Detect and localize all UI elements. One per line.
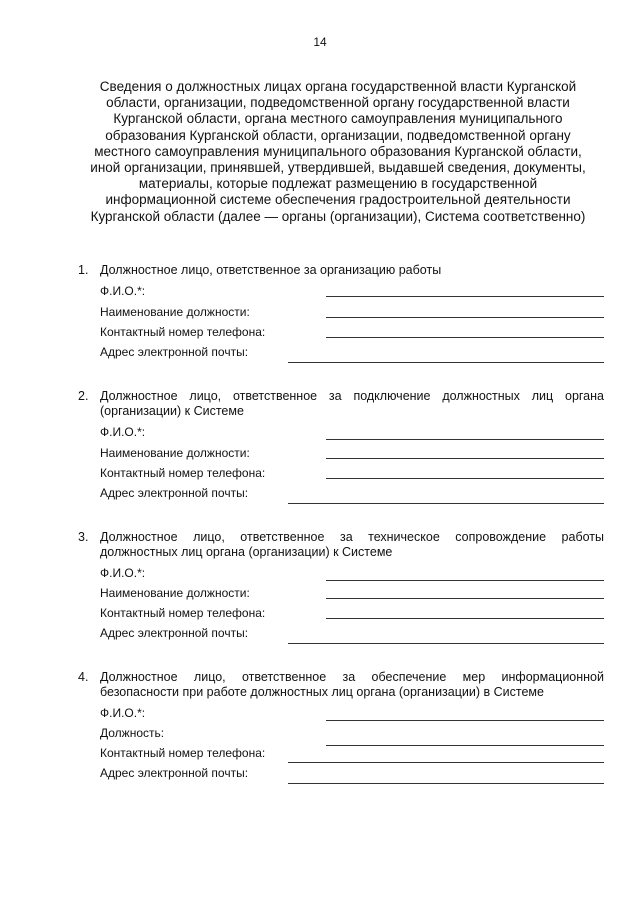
phone-field[interactable] [100,466,604,481]
field-label: Ф.И.О.*: [100,284,146,298]
fio-field[interactable] [100,284,604,299]
section-4 [78,670,604,780]
field-label: Наименование должности: [100,446,250,460]
page-number: 14 [313,35,327,49]
email-field[interactable] [100,626,604,641]
section-heading [78,263,604,278]
position-field[interactable] [100,446,604,461]
field-label: Наименование должности: [100,305,250,319]
section-heading [78,670,604,700]
phone-entry-line[interactable] [326,478,604,479]
field-label: Должность: [100,726,165,740]
position-field[interactable] [100,726,604,741]
phone-field[interactable] [100,746,604,761]
email-field[interactable] [100,345,604,360]
phone-entry-line[interactable] [326,618,604,619]
position-entry-line[interactable] [326,458,604,459]
fio-entry-line[interactable] [326,720,604,721]
fio-entry-line[interactable] [326,580,604,581]
field-label: Ф.И.О.*: [100,425,146,439]
section-3 [78,530,604,640]
phone-entry-line[interactable] [326,337,604,338]
section-heading [78,530,604,560]
phone-field[interactable] [100,606,604,621]
position-entry-line[interactable] [326,598,604,599]
field-label: Контактный номер телефона: [100,606,266,620]
phone-field[interactable] [100,325,604,340]
section-heading [78,389,604,419]
section-1 [78,263,604,359]
fio-field[interactable] [100,566,604,581]
fio-field[interactable] [100,425,604,440]
field-label: Контактный номер телефона: [100,325,266,339]
section-2 [78,389,604,500]
field-label: Адрес электронной почты: [100,345,249,359]
email-entry-line[interactable] [288,503,604,504]
field-label: Ф.И.О.*: [100,566,146,580]
position-field[interactable] [100,305,604,320]
position-field[interactable] [100,586,604,601]
fio-field[interactable] [100,706,604,721]
position-entry-line[interactable] [326,317,604,318]
field-label: Наименование должности: [100,586,250,600]
email-field[interactable] [100,486,604,501]
section-heading-text: Должностное лицо, ответственное за обеспечение мер информационной безопасности при работе должностных лиц органа (организации) в Системе [100,670,604,699]
email-field[interactable] [100,766,604,781]
field-label: Ф.И.О.*: [100,706,146,720]
email-entry-line[interactable] [288,783,604,784]
section-heading-text: Должностное лицо, ответственное за подключение должностных лиц органа (организации) к Системе [100,389,604,418]
section-number: 4. [78,670,89,684]
field-label: Контактный номер телефона: [100,466,266,480]
fio-entry-line[interactable] [326,296,604,297]
section-number: 3. [78,530,89,544]
fio-entry-line[interactable] [326,439,604,440]
field-label: Адрес электронной почты: [100,626,249,640]
field-label: Контактный номер телефона: [100,746,266,760]
email-entry-line[interactable] [288,643,604,644]
phone-entry-line[interactable] [288,762,604,763]
section-number: 1. [78,263,89,277]
field-label: Адрес электронной почты: [100,766,249,780]
section-heading-text: Должностное лицо, ответственное за организацию работы [100,263,442,277]
field-label: Адрес электронной почты: [100,486,249,500]
section-number: 2. [78,389,89,403]
section-heading-text: Должностное лицо, ответственное за техническое сопровождение работы должностных лиц органа (организации) к Системе [100,530,604,559]
email-entry-line[interactable] [288,362,604,363]
document-title: Сведения о должностных лицах органа государственной власти Курганской области, организации, подведомственной органу государственной власти Курганской области, органа местного самоуправления муниципального образования Курганской области, организации, подведомственной органу местного самоуправления муниципального образования Курганской области, иной организации, принявшей, утвердившей, выдавшей сведения, документы, материалы, которые подлежат размещению в государственной информационной системе обеспечения градостроительной деятельности Курганской области (далее — органы (организации), Система соответственно) [90,79,586,224]
